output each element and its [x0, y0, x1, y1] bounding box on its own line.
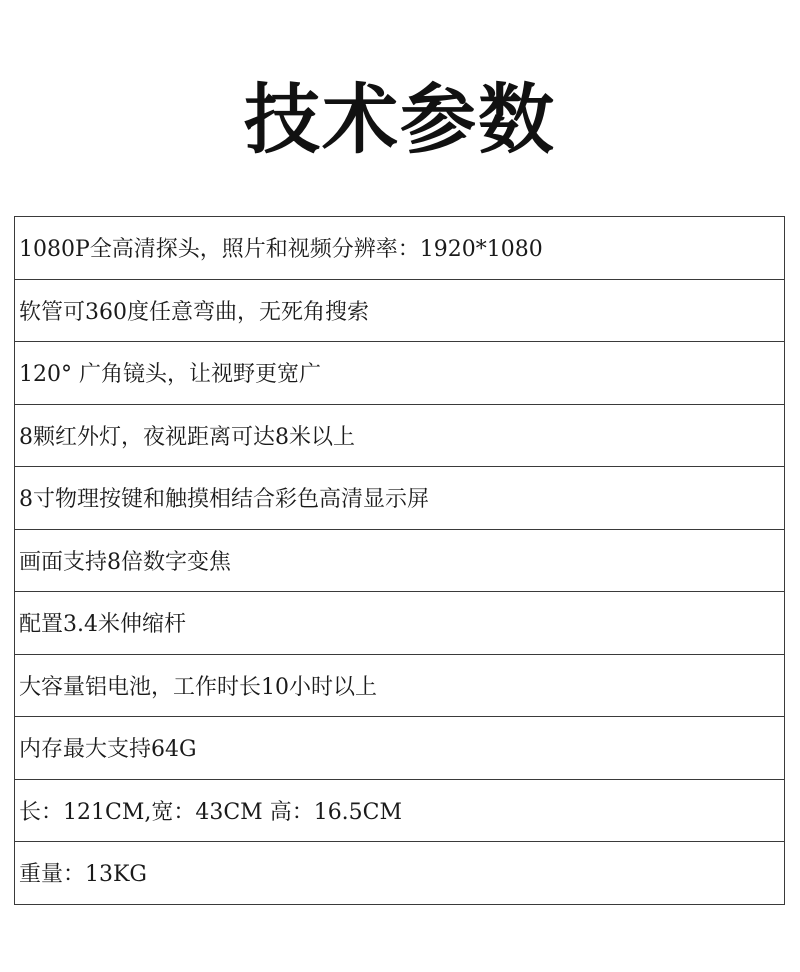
spec-row: [15, 405, 784, 468]
spec-text: 画面支持8倍数字变焦: [19, 549, 231, 575]
spec-text: 内存最大支持64G: [19, 737, 197, 763]
spec-text: 1080P全高清探头，照片和视频分辨率：1920*1080: [19, 237, 543, 263]
spec-table: [14, 216, 785, 905]
spec-text: 配置3.4米伸缩杆: [19, 612, 186, 638]
spec-text: 重量：13KG: [19, 862, 148, 888]
spec-row: [15, 655, 784, 718]
spec-row: [15, 842, 784, 905]
spec-row: [15, 280, 784, 343]
spec-row: [15, 467, 784, 530]
spec-row: [15, 217, 784, 280]
spec-row: [15, 717, 784, 780]
spec-text: 120° 广角镜头，让视野更宽广: [19, 362, 321, 388]
spec-text: 8寸物理按键和触摸相结合彩色高清显示屏: [19, 487, 429, 513]
spec-row: [15, 342, 784, 405]
spec-text: 软管可360度任意弯曲，无死角搜索: [19, 299, 369, 325]
spec-row: [15, 780, 784, 843]
page-title: 技术参数: [244, 75, 556, 164]
spec-text: 大容量铝电池，工作时长10小时以上: [19, 674, 377, 700]
spec-text: 长：121CM,宽：43CM 高：16.5CM: [19, 799, 403, 825]
spec-row: [15, 592, 784, 655]
spec-row: [15, 530, 784, 593]
spec-text: 8颗红外灯，夜视距离可达8米以上: [19, 424, 355, 450]
